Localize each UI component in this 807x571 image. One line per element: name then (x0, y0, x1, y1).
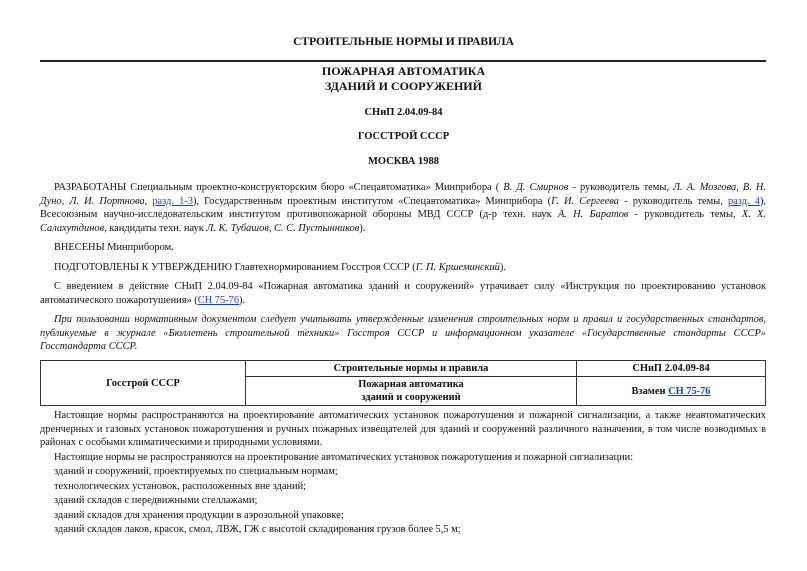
developers-paragraph (40, 181, 766, 235)
title-cell-line-2: зданий и сооружений (361, 392, 461, 403)
list-item: зданий складов с передвижными стеллажами; (54, 495, 258, 506)
person-name: Г. И. Сергеева (551, 195, 619, 207)
text-span: ). (239, 294, 246, 306)
code-cell: СНиП 2.04.09-84 (577, 361, 766, 377)
publisher: ГОССТРОЙ СССР (357, 131, 450, 142)
list-item: зданий складов для хранения продукции в аэрозольной упаковке; (54, 509, 344, 521)
person-name: Л. А. Мозгова, В. Н. Дуно, Л. И. Портнова, (40, 182, 766, 207)
document-title (0, 64, 807, 94)
series-cell: Строительные нормы и правила (246, 361, 577, 377)
person-name: А. Н. Баратов (557, 209, 629, 220)
person-name: В. Д. Смирнов (503, 182, 569, 193)
text-span: С введением в действие СНиП 2.04.09-84 «Пожарная автоматика зданий и сооружений» утрачивает силу «Инструкция по проектированию установок автоматического пожаротушения» ( (40, 281, 766, 306)
text-span: ). (359, 222, 366, 234)
text-span: ). (499, 262, 506, 273)
text-span: - руководитель темы, (568, 182, 674, 193)
sn-75-76-link[interactable]: СН 75-76 (197, 294, 240, 306)
text-span: - руководитель темы, (628, 209, 742, 220)
document-code: СНиП 2.04.09-84 (364, 107, 443, 118)
list-item: зданий и сооружений, проектируемых по специальным нормам; (54, 466, 338, 477)
list-item: зданий складов лаков, красок, смол, ЛВЖ, ГЖ с высотой складирования грузов более 5,5 м; (54, 524, 461, 535)
list-item: технологических установок, расположенных вне зданий; (54, 480, 307, 492)
person-name: Г. П. Кршеминский (415, 262, 500, 273)
city-year: МОСКВА 1988 (368, 156, 439, 167)
text-span: РАЗРАБОТАНЫ Специальным проектно-конструкторским бюро «Спецавтоматика» Минприбора ( (54, 182, 504, 193)
prepared-paragraph (40, 261, 766, 275)
header-rule (40, 60, 766, 62)
text-span: ПОДГОТОВЛЕНЫ К УТВЕРЖДЕНИЮ Главтехнормированием Госстроя СССР ( (54, 262, 416, 273)
person-name: Л. К. Тубашов, С. С. Пустынников (206, 222, 360, 234)
section-link-4[interactable]: разд. 4 (727, 195, 760, 207)
exclusion-intro: Настоящие нормы не распространяются на проектирование автоматических установок пожаротушения и пожарной сигнализации: (54, 452, 634, 463)
effect-paragraph (40, 280, 766, 307)
title-line-2: ЗДАНИЙ И СООРУЖЕНИЙ (325, 79, 482, 93)
person-name: Х. Х. Салахутдинов, (40, 209, 766, 234)
scope-paragraph: Настоящие нормы распространяются на проектирование автоматических установок пожаротушения и пожарной сигнализации, а также неавтоматических дренчерных и газовых установок пожаротушения и ручных пожарных извещателей для зданий и сооружений различного назначения, в том числе возводимых в районах с особыми климатическими и природными условиями. (40, 410, 766, 448)
text-span: ), Государственным проектным институтом «Спецавтоматика» Минприбора ( (192, 195, 552, 207)
title-cell-line-1: Пожарная автоматика (358, 379, 464, 390)
title-line-1: ПОЖАРНАЯ АВТОМАТИКА (321, 64, 486, 78)
replaces-link[interactable]: СН 75-76 (668, 385, 711, 397)
exclusion-list (54, 465, 766, 538)
section-link-1-3[interactable]: разд. 1-3 (152, 195, 193, 207)
replaces-label: Взамен (631, 385, 669, 397)
series-title: СТРОИТЕЛЬНЫЕ НОРМЫ И ПРАВИЛА (293, 36, 514, 48)
title-cell (246, 377, 577, 406)
text-span: - руководитель темы, (618, 195, 728, 207)
document-header-table (40, 360, 766, 406)
replaces-cell (577, 377, 766, 406)
org-cell: Госстрой СССР (41, 361, 246, 406)
text-span: кандидаты техн. наук (106, 222, 207, 234)
introduced-paragraph: ВНЕСЕНЫ Минприбором. (54, 242, 174, 253)
text-span: ), Всесоюзным научно-исследовательским институтом противопожарной обороны МВД СССР (д-р техн. наук (40, 195, 766, 220)
usage-note: При пользовании нормативным документом следует учитывать утвержденные изменения строительных норм и правил и государственных стандартов, публикуемые в журнале «Бюллетень строительной техники» Госстроя СССР и информационном указателе «Государственные стандарты СССР» Госстандарта СССР. (40, 314, 766, 352)
